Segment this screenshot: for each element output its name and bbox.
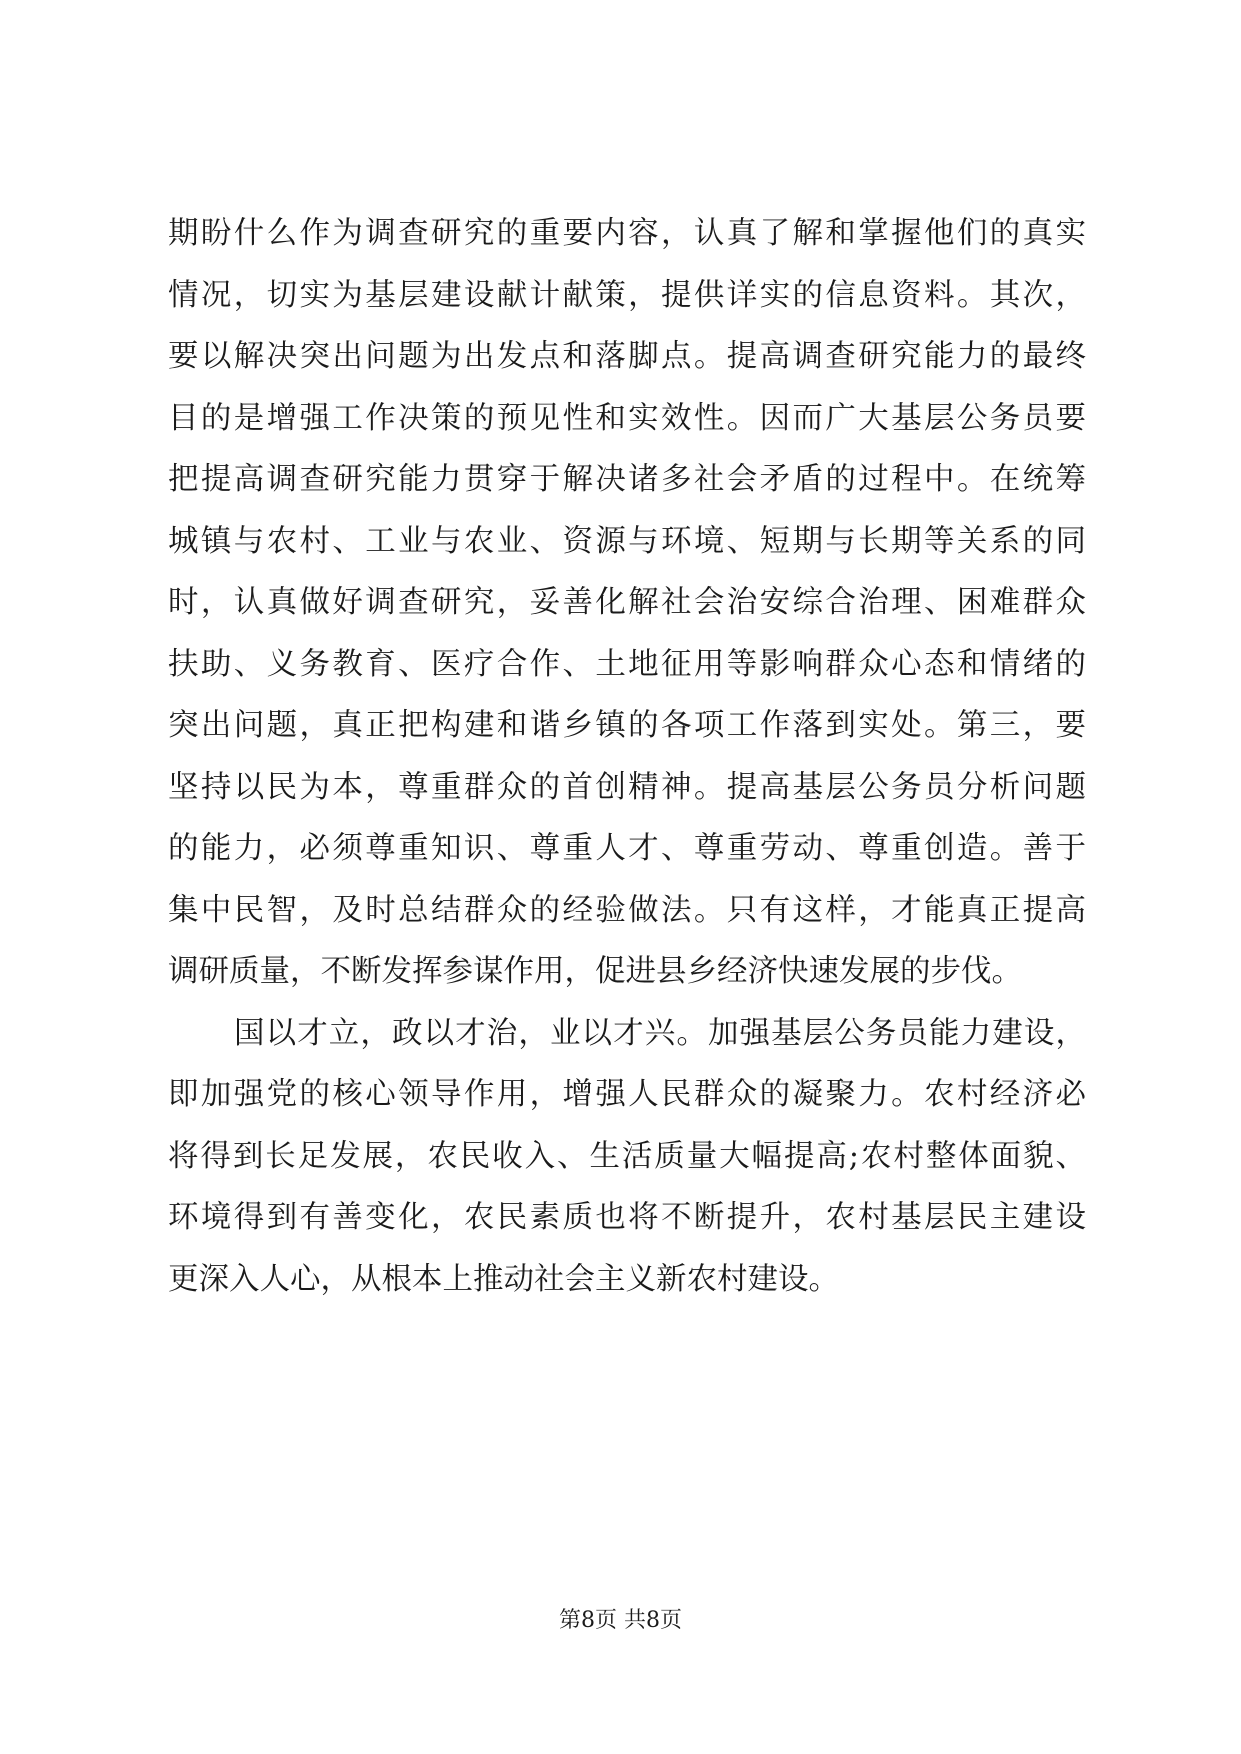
page-footer: [0, 1606, 1241, 1636]
text-line: 调研质量，不断发挥参谋作用，促进县乡经济快速发展的步伐。: [168, 954, 1022, 989]
text-line: 情况，切实为基层建设献计献策，提供详实的信息资料。其次，: [168, 277, 1086, 313]
text-line: 集中民智，及时总结群众的经验做法。只有这样，才能真正提高: [168, 892, 1086, 928]
text-line: 坚持以民为本，尊重群众的首创精神。提高基层公务员分析问题: [168, 769, 1086, 805]
document-body: [168, 203, 1086, 1310]
text-line: 更深入人心，从根本上推动社会主义新农村建设。: [168, 1261, 839, 1297]
text-line: 期盼什么作为调查研究的重要内容，认真了解和掌握他们的真实: [168, 216, 1086, 251]
text-line: 把提高调查研究能力贯穿于解决诸多社会矛盾的过程中。在统筹: [168, 462, 1086, 497]
text-line: 城镇与农村、工业与农业、资源与环境、短期与长期等关系的同: [168, 523, 1086, 559]
text-line: 目的是增强工作决策的预见性和实效性。因而广大基层公务员要: [168, 400, 1086, 436]
paragraph-2: [168, 1003, 1086, 1311]
text-line: 环境得到有善变化，农民素质也将不断提升，农村基层民主建设: [168, 1200, 1086, 1235]
text-line: 的能力，必须尊重知识、尊重人才、尊重劳动、尊重创造。善于: [168, 831, 1086, 866]
text-line: 即加强党的核心领导作用，增强人民群众的凝聚力。农村经济必: [168, 1077, 1086, 1112]
text-line: 国以才立，政以才治，业以才兴。加强基层公务员能力建设，: [234, 1015, 1086, 1051]
text-line: 突出问题，真正把构建和谐乡镇的各项工作落到实处。第三，要: [168, 708, 1086, 743]
text-line: 要以解决突出问题为出发点和落脚点。提高调查研究能力的最终: [168, 339, 1086, 374]
paragraph-1: [168, 203, 1086, 1003]
page-number-label: 第8页 共8页: [559, 1608, 682, 1633]
text-line: 时，认真做好调查研究，妥善化解社会治安综合治理、困难群众: [168, 585, 1086, 620]
text-line: 将得到长足发展，农民收入、生活质量大幅提高;农村整体面貌、: [168, 1138, 1086, 1174]
text-line: 扶助、义务教育、医疗合作、土地征用等影响群众心态和情绪的: [168, 646, 1086, 682]
